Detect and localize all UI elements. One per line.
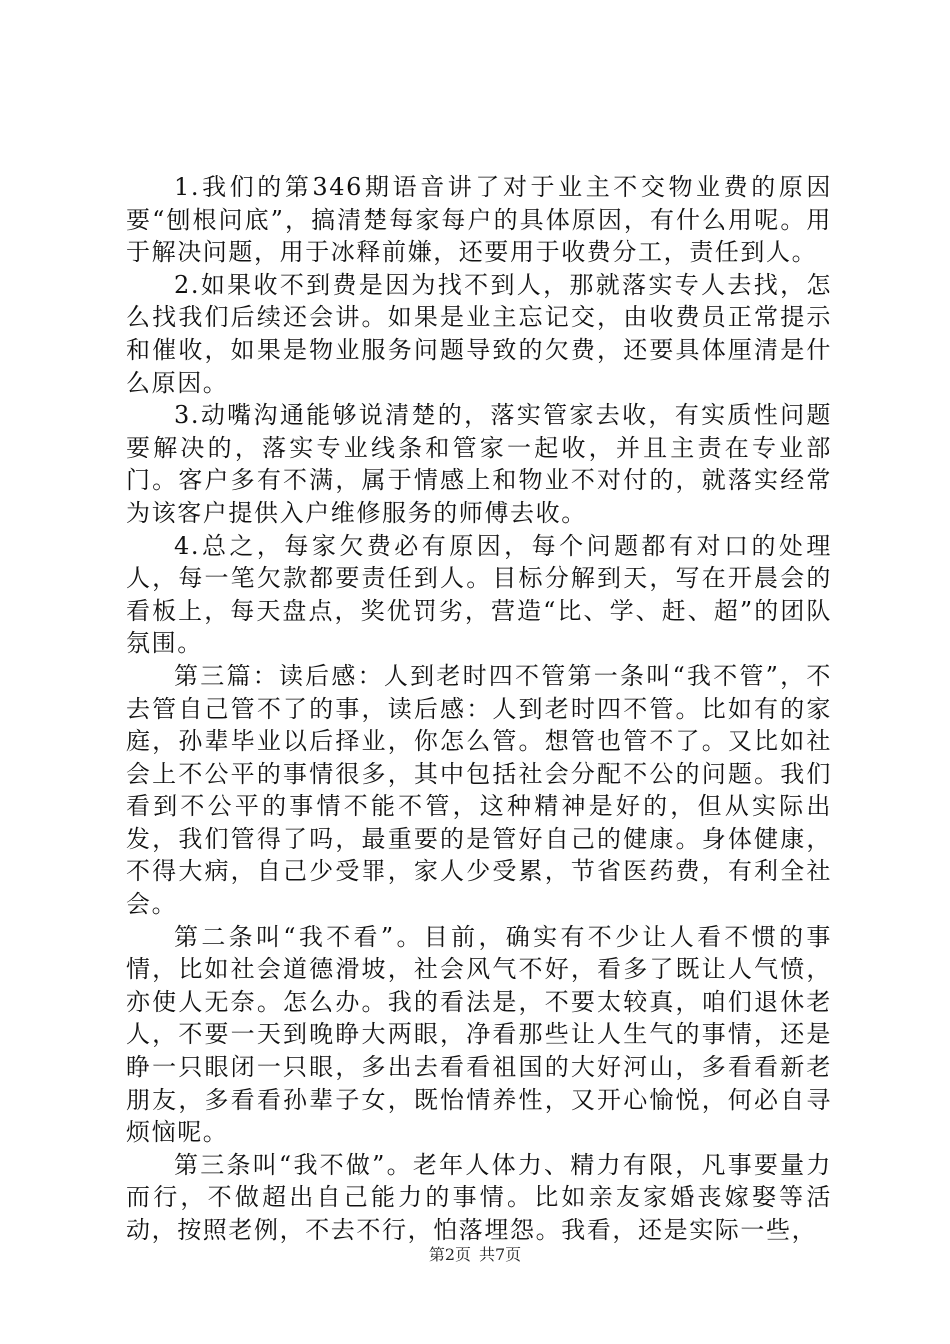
page-footer — [0, 1244, 950, 1266]
paragraph-1: 1.我们的第346期语音讲了对于业主不交物业费的原因要“刨根问底”，搞清楚每家每户的具体原因，有什么用呢。用于解决问题，用于冰释前嫌，还要用于收费分工，责任到人。 — [126, 173, 832, 267]
paragraph-2: 2.如果收不到费是因为找不到人，那就落实专人去找，怎么找我们后续还会讲。如果是业主忘记交，由收费员正常提示和催收，如果是物业服务问题导致的欠费，还要具体厘清是什么原因。 — [126, 270, 832, 397]
paragraph-6: 第二条叫“我不看”。目前，确实有不少让人看不惯的事情，比如社会道德滑坡，社会风气不好，看多了既让人气愤，亦使人无奈。怎么办。我的看法是，不要太较真，咱们退休老人，不要一天到晚睁大两眼，净看那些让人生气的事情，还是睁一只眼闭一只眼，多出去看看祖国的大好河山，多看看新老朋友，多看看孙辈子女，既怡情养性，又开心愉悦，何必自寻烦恼呢。 — [126, 922, 832, 1147]
paragraph-3: 3.动嘴沟通能够说清楚的，落实管家去收，有实质性问题要解决的，落实专业线条和管家一起收，并且主责在专业部门。客户多有不满，属于情感上和物业不对付的，就落实经常为该客户提供入户维修服务的师傅去收。 — [126, 401, 832, 527]
page-total: 共7页 — [479, 1245, 522, 1264]
page-number: 第2页 — [428, 1245, 471, 1264]
paragraph-5: 第三篇：读后感：人到老时四不管第一条叫“我不管”，不去管自己管不了的事，读后感：人到老时四不管。比如有的家庭，孙辈毕业以后择业，你怎么管。想管也管不了。又比如社会上不公平的事情很多，其中包括社会分配不公的问题。我们看到不公平的事情不能不管，这种精神是好的，但从实际出发，我们管得了吗，最重要的是管好自己的健康。身体健康，不得大病，自己少受罪，家人少受累，节省医药费，有利全社会。 — [126, 661, 832, 919]
document-body — [126, 171, 832, 1247]
paragraph-7: 第三条叫“我不做”。老年人体力、精力有限，凡事要量力而行，不做超出自己能力的事情。比如亲友家婚丧嫁娶等活动，按照老例，不去不行，怕落埋怨。我看，还是实际一些， — [126, 1150, 832, 1244]
paragraph-4: 4.总之，每家欠费必有原因，每个问题都有对口的处理人，每一笔欠款都要责任到人。目标分解到天，写在开晨会的看板上，每天盘点，奖优罚劣，营造“比、学、赶、超”的团队氛围。 — [126, 531, 832, 658]
